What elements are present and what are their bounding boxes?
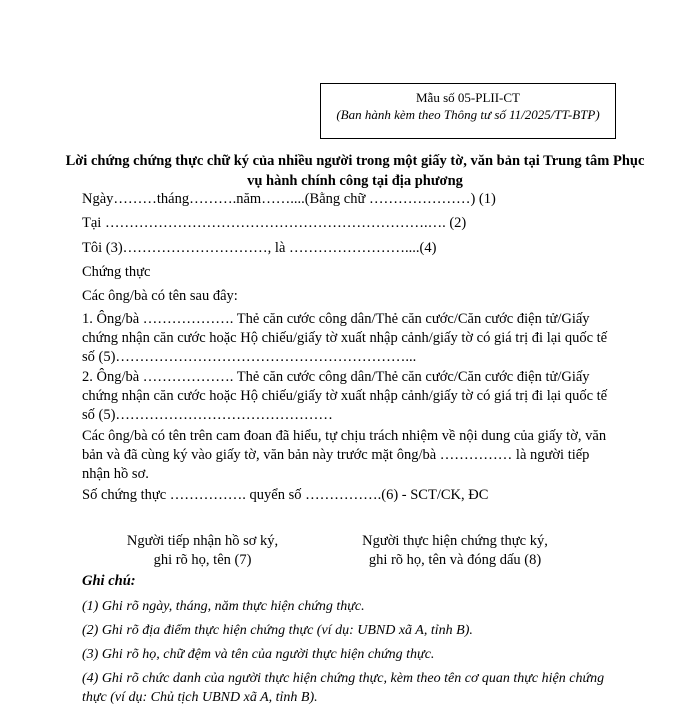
form-number: Mẫu số 05-PLII-CT: [416, 90, 520, 105]
intro-line: Các ông/bà có tên sau đây:: [82, 288, 238, 304]
form-header-box: [320, 83, 616, 139]
certifier-signature-block: [340, 532, 570, 570]
place-line: Tại ………………………………………………………….…. (2): [82, 215, 467, 231]
certifier-signature-line-2: ghi rõ họ, tên và đóng dấu (8): [368, 552, 542, 568]
note-item: (3) Ghi rõ họ, chữ đệm và tên của người thực hiện chứng thực.: [82, 647, 435, 662]
person-2-paragraph: 2. Ông/bà ………………. Thẻ căn cước công dân/Thẻ căn cước/Căn cước điện tử/Giấy chứng nhận căn cước hoặc Hộ chiếu/giấy tờ xuất nhập cảnh/giấy tờ có giá trị đi lại quốc tế số (5)………………………………………: [82, 369, 608, 423]
pledge-paragraph: Các ông/bà có tên trên cam đoan đã hiểu, tự chịu trách nhiệm về nội dung của giấy tờ, văn bản và đã cùng ký vào giấy tờ, văn bản này trước mặt ông/bà …………… là người tiếp nhận hồ sơ.: [82, 428, 607, 482]
person-1-paragraph: 1. Ông/bà ………………. Thẻ căn cước công dân/Thẻ căn cước/Căn cước điện tử/Giấy chứng nhận căn cước hoặc Hộ chiếu/giấy tờ xuất nhập cảnh/giấy tờ có giá trị đi lại quốc tế số (5)……………………………………………………...: [82, 311, 608, 365]
certify-heading: Chứng thực: [82, 264, 151, 280]
issuance-note: (Ban hành kèm theo Thông tư số 11/2025/TT-BTP): [336, 107, 600, 122]
note-item: (1) Ghi rõ ngày, tháng, năm thực hiện chứng thực.: [82, 599, 365, 614]
date-line: Ngày………tháng……….năm……....(Bằng chữ …………………) (1): [82, 191, 496, 207]
certifier-line: Tôi (3)…………………………, là ……………………....(4): [82, 240, 437, 256]
certifier-signature-line-1: Người thực hiện chứng thực ký,: [362, 533, 548, 549]
certification-number-line: Số chứng thực ……………. quyển số …………….(6) - SCT/CK, ĐC: [82, 487, 489, 503]
receiver-signature-line-2: ghi rõ họ, tên (7): [153, 552, 252, 568]
receiver-signature-line-1: Người tiếp nhận hồ sơ ký,: [126, 533, 279, 549]
document-title: Lời chứng chứng thực chữ ký của nhiều người trong một giấy tờ, văn bản tại Trung tâm Phục vụ hành chính công tại địa phương: [65, 153, 645, 189]
receiver-signature-block: [110, 532, 295, 570]
note-item: (2) Ghi rõ địa điểm thực hiện chứng thực (ví dụ: UBND xã A, tỉnh B).: [82, 623, 473, 638]
notes-title: Ghi chú:: [82, 573, 136, 589]
note-item: (4) Ghi rõ chức danh của người thực hiện chứng thực, kèm theo tên cơ quan thực hiện chứng thực (ví dụ: Chủ tịch UBND xã A, tỉnh B).: [82, 671, 605, 705]
